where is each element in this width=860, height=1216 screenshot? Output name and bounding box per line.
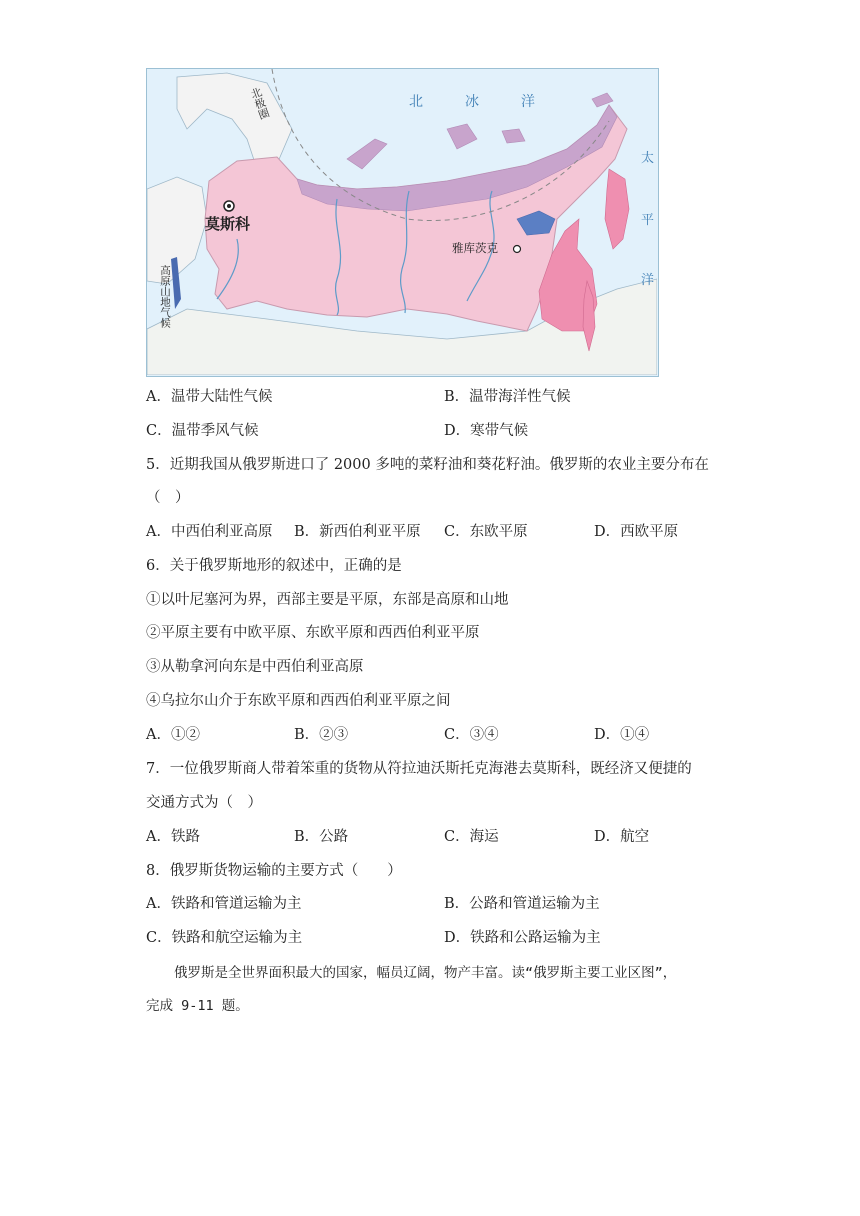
ocean-label-2: 冰: [465, 94, 479, 110]
q6-statement-3: ③从勒拿河向东是中西伯利亚高原: [146, 659, 364, 675]
q7-stem-line2: 交通方式为（ ）: [146, 795, 262, 811]
kamchatka: [605, 169, 629, 249]
yakutsk-label: 雅库茨克: [452, 241, 498, 255]
russia-climate-map: [146, 68, 659, 377]
q8-stem: 8．俄罗斯货物运输的主要方式（ ）: [146, 863, 402, 879]
q4-option-a: A．温带大陆性气候: [146, 389, 273, 405]
q6-option-c: C．③④: [444, 727, 499, 743]
q6-stem: 6．关于俄罗斯地形的叙述中，正确的是: [146, 558, 402, 574]
new-siberian-islands: [502, 129, 525, 143]
severnaya-zemlya: [447, 124, 477, 149]
q4-option-b: B．温带海洋性气候: [444, 389, 571, 405]
pacific-label-2: 平: [641, 213, 655, 228]
q7-stem-line1: 7．一位俄罗斯商人带着笨重的货物从符拉迪沃斯托克海港去莫斯科，既经济又便捷的: [146, 761, 692, 777]
q4-option-c: C．温带季风气候: [146, 423, 259, 439]
q5-stem: 5．近期我国从俄罗斯进口了 2000 多吨的菜籽油和葵花籽油。俄罗斯的农业主要分布在: [146, 457, 709, 473]
ocean-label-1: 北: [409, 94, 423, 110]
pacific-label-3: 洋: [641, 273, 655, 288]
q8-option-a: A．铁路和管道运输为主: [146, 896, 302, 912]
passage-line2: 完成 9-11 题。: [146, 998, 249, 1014]
novaya-zemlya: [347, 139, 387, 169]
yakutsk-marker: [514, 246, 521, 253]
q6-option-a: A．①②: [146, 727, 200, 743]
q7-option-b: B．公路: [294, 829, 349, 845]
q7-option-d: D．航空: [594, 829, 650, 845]
q8-option-b: B．公路和管道运输为主: [444, 896, 600, 912]
arctic-circle-label: 北极圈: [247, 85, 272, 122]
q6-statement-4: ④乌拉尔山介于东欧平原和西西伯利亚平原之间: [146, 693, 451, 709]
highland-climate-label: 高原山地气候: [159, 265, 171, 328]
scandinavia-land: [177, 73, 292, 169]
q4-option-d: D．寒带气候: [444, 423, 529, 439]
q5-option-c: C．东欧平原: [444, 524, 528, 540]
q5-option-b: B．新西伯利亚平原: [294, 524, 421, 540]
moscow-label: 莫斯科: [205, 215, 251, 233]
q8-option-d: D．铁路和公路运输为主: [444, 930, 601, 946]
q8-option-c: C．铁路和航空运输为主: [146, 930, 303, 946]
wrangel-island: [592, 93, 613, 107]
passage-line1: 俄罗斯是全世界面积最大的国家，幅员辽阔，物产丰富。读“俄罗斯主要工业区图”，: [174, 965, 677, 981]
q7-option-a: A．铁路: [146, 829, 200, 845]
ocean-label-3: 洋: [521, 94, 535, 110]
q5-blank: （ ）: [146, 490, 190, 506]
q6-option-b: B．②③: [294, 727, 349, 743]
q6-statement-1: ①以叶尼塞河为界，西部主要是平原，东部是高原和山地: [146, 592, 509, 608]
q6-statement-2: ②平原主要有中欧平原、东欧平原和西西伯利亚平原: [146, 625, 480, 641]
q7-option-c: C．海运: [444, 829, 499, 845]
pacific-label-1: 太: [641, 151, 655, 166]
q5-option-d: D．西欧平原: [594, 524, 679, 540]
q6-option-d: D．①④: [594, 727, 650, 743]
q5-option-a: A．中西伯利亚高原: [146, 524, 273, 540]
